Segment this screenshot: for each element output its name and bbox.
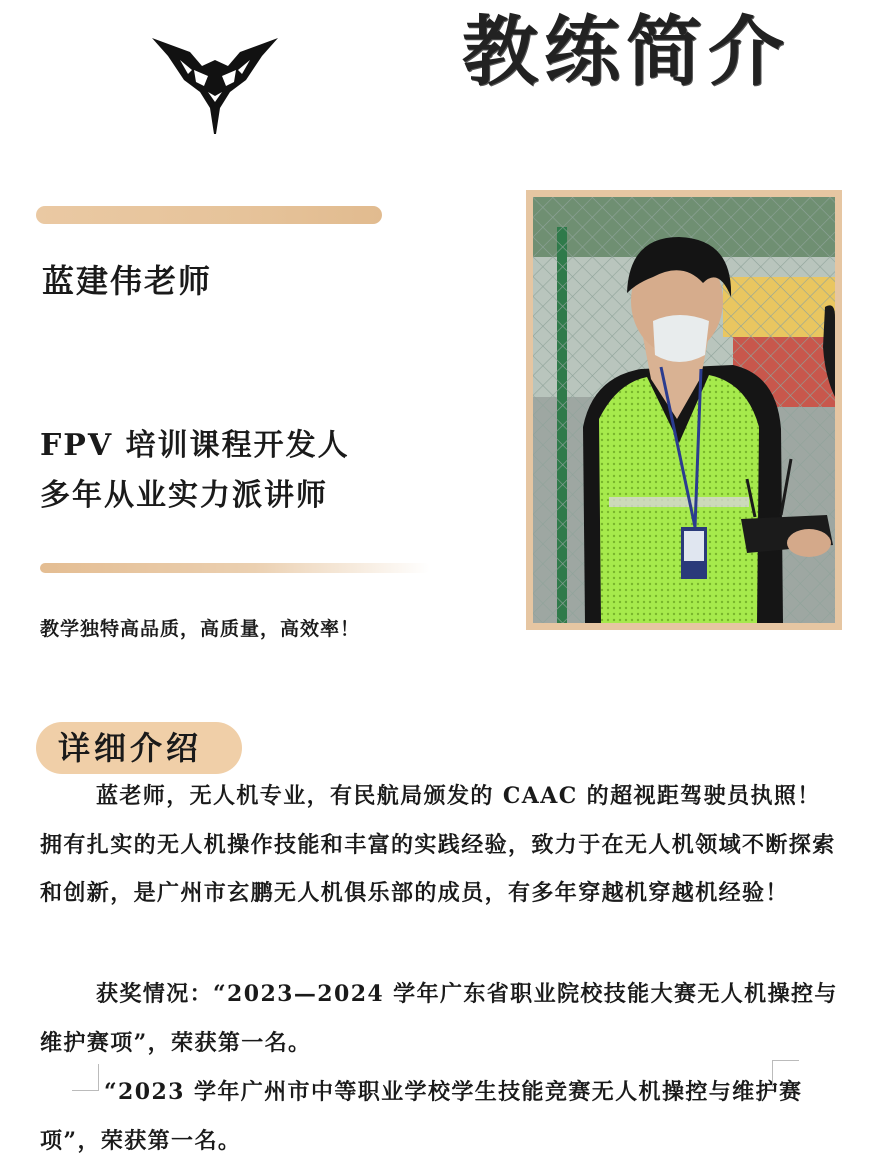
detail-paragraph-3: “2023 学年广州市中等职业学校学生技能竞赛无人机操控与维护赛项”，荣获第一名。 (40, 1079, 803, 1154)
role-line-2: 多年从业实力派讲师 (40, 478, 328, 513)
section-title: 详细介绍 (58, 729, 203, 767)
photo-frame (526, 190, 842, 630)
teacher-name: 蓝建伟老师 (42, 262, 213, 300)
decorative-bar-top (36, 206, 382, 224)
slogan-text: 教学独特高品质，高质量，高效率！ (40, 618, 361, 640)
role-line-1: FPV 培训课程开发人 (40, 428, 350, 463)
detail-paragraph-2: 获奖情况：“2023—2024 学年广东省职业院校技能大赛无人机操控与维护赛项”，荣获第一名。 (40, 981, 838, 1056)
winged-mask-logo-icon (150, 30, 280, 135)
corner-mark-left (72, 1064, 99, 1091)
detail-paragraph-1: 蓝老师，无人机专业，有民航局颁发的 CAAC 的超视距驾驶员执照！拥有扎实的无人机操作技能和丰富的实践经验，致力于在无人机领域不断探索和创新，是广州市玄鹏无人机俱乐部的成员，有多年穿越机穿越机经验！ (40, 783, 836, 906)
decorative-bar-middle (40, 563, 430, 573)
coach-photo (533, 197, 835, 623)
corner-mark-right (772, 1060, 799, 1087)
page-title: 教练简介 (462, 7, 790, 96)
